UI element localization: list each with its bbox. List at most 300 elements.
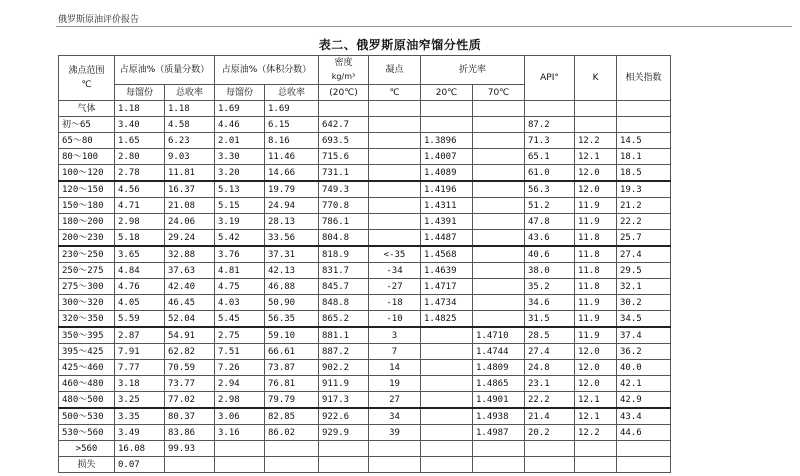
ri-20-cell	[421, 392, 473, 409]
mass-total-yield-cell: 32.88	[165, 246, 215, 263]
api-header: API°	[525, 56, 575, 101]
boiling-range-cell: 530～560	[59, 425, 115, 441]
freezing-point-cell	[369, 457, 421, 473]
table-row	[59, 311, 671, 328]
freezing-point-cell	[369, 198, 421, 214]
api-cell: 22.2	[525, 392, 575, 409]
k-factor-cell: 12.0	[575, 165, 617, 182]
ri-20-cell: 1.4311	[421, 198, 473, 214]
k-factor-cell: 12.1	[575, 149, 617, 165]
vol-per-fraction-cell: 7.51	[215, 344, 265, 360]
header-row-1	[59, 56, 671, 85]
table-row	[59, 392, 671, 409]
k-factor-cell: 12.2	[575, 133, 617, 149]
mass-per-fraction-cell: 5.59	[115, 311, 165, 328]
mass-per-fraction-cell: 2.78	[115, 165, 165, 182]
mass-total-yield-cell: 52.04	[165, 311, 215, 328]
boiling-range-cell: 80～100	[59, 149, 115, 165]
freezing-point-cell	[369, 181, 421, 198]
ri-20-cell	[421, 376, 473, 392]
vol-total-yield-cell: 33.56	[265, 230, 319, 247]
boiling-range-header: 沸点范围 ℃	[59, 56, 115, 101]
correlation-index-cell: 30.2	[617, 295, 671, 311]
density-cell: 642.7	[319, 117, 369, 133]
vol-total-yield-cell: 8.16	[265, 133, 319, 149]
vol-per-fraction-cell: 3.16	[215, 425, 265, 441]
density-cell: 881.1	[319, 327, 369, 344]
correlation-index-cell: 42.9	[617, 392, 671, 409]
k-factor-cell: 11.8	[575, 279, 617, 295]
freezing-point-cell: 19	[369, 376, 421, 392]
api-cell: 21.4	[525, 408, 575, 425]
table-title: 表二、俄罗斯原油窄馏分性质	[318, 38, 482, 52]
vol-total-yield-cell: 79.79	[265, 392, 319, 409]
table-row	[59, 457, 671, 473]
table-row	[59, 149, 671, 165]
mass-per-fraction-cell: 2.98	[115, 214, 165, 230]
correlation-index-cell: 25.7	[617, 230, 671, 247]
mass-per-fraction-cell: 3.35	[115, 408, 165, 425]
ri-20-cell: 1.4639	[421, 263, 473, 279]
api-cell: 34.6	[525, 295, 575, 311]
table-row	[59, 425, 671, 441]
boiling-range-cell: 480～500	[59, 392, 115, 409]
ri-20-cell: 1.3896	[421, 133, 473, 149]
correlation-index-cell: 44.6	[617, 425, 671, 441]
table-row	[59, 279, 671, 295]
ri-70-cell: 1.4710	[473, 327, 525, 344]
boiling-range-cell: 65～80	[59, 133, 115, 149]
mass-per-fraction-cell: 4.05	[115, 295, 165, 311]
ri-70-cell	[473, 230, 525, 247]
table-row	[59, 181, 671, 198]
mass-total-yield-cell: 37.63	[165, 263, 215, 279]
correlation-index-cell: 36.2	[617, 344, 671, 360]
vol-total-yield-cell: 76.81	[265, 376, 319, 392]
density-cell: 749.3	[319, 181, 369, 198]
density-cell: 818.9	[319, 246, 369, 263]
vol-per-fraction-cell: 7.26	[215, 360, 265, 376]
ri-70-cell	[473, 214, 525, 230]
freezing-point-cell	[369, 441, 421, 457]
vol-total-yield-cell: 14.66	[265, 165, 319, 182]
k-factor-cell: 11.9	[575, 198, 617, 214]
freezing-point-cell: 34	[369, 408, 421, 425]
mass-per-fraction-cell: 3.18	[115, 376, 165, 392]
mass-total-yield-cell: 77.02	[165, 392, 215, 409]
k-factor-cell: 11.9	[575, 295, 617, 311]
density-cell: 887.2	[319, 344, 369, 360]
mass-total-yield-cell: 21.08	[165, 198, 215, 214]
vol-total-yield-header: 总收率	[265, 85, 319, 101]
table-row	[59, 117, 671, 133]
vol-total-yield-cell: 6.15	[265, 117, 319, 133]
correlation-index-cell: 18.1	[617, 149, 671, 165]
vol-per-fraction-cell	[215, 457, 265, 473]
mass-total-yield-cell: 80.37	[165, 408, 215, 425]
api-cell: 28.5	[525, 327, 575, 344]
density-cell	[319, 441, 369, 457]
freezing-point-cell: -34	[369, 263, 421, 279]
vol-per-fraction-cell: 4.81	[215, 263, 265, 279]
mass-per-fraction-cell: 4.56	[115, 181, 165, 198]
ri-20-cell: 1.4089	[421, 165, 473, 182]
mass-total-yield-cell: 6.23	[165, 133, 215, 149]
density-cell: 902.2	[319, 360, 369, 376]
mass-per-fraction-cell: 3.65	[115, 246, 165, 263]
vol-per-fraction-cell: 4.75	[215, 279, 265, 295]
boiling-range-cell: 250～275	[59, 263, 115, 279]
mass-total-yield-cell: 16.37	[165, 181, 215, 198]
ri-20-cell	[421, 327, 473, 344]
vol-total-yield-cell: 37.31	[265, 246, 319, 263]
api-cell: 71.3	[525, 133, 575, 149]
k-factor-cell: 12.0	[575, 181, 617, 198]
ri-20-cell	[421, 117, 473, 133]
ri-70-cell	[473, 441, 525, 457]
density-cell: 845.7	[319, 279, 369, 295]
correlation-index-cell	[617, 441, 671, 457]
density-cell: 770.8	[319, 198, 369, 214]
table-row	[59, 133, 671, 149]
boiling-range-cell: 275～300	[59, 279, 115, 295]
vol-per-fraction-cell: 5.45	[215, 311, 265, 328]
mass-total-yield-cell: 62.82	[165, 344, 215, 360]
api-cell: 20.2	[525, 425, 575, 441]
density-cell: 848.8	[319, 295, 369, 311]
vol-total-yield-cell	[265, 441, 319, 457]
boiling-range-cell: 损失	[59, 457, 115, 473]
ri-70-cell	[473, 263, 525, 279]
correlation-index-cell: 32.1	[617, 279, 671, 295]
table-body	[59, 101, 671, 473]
correlation-index-cell: 21.2	[617, 198, 671, 214]
api-cell: 38.0	[525, 263, 575, 279]
vol-per-fraction-cell: 2.01	[215, 133, 265, 149]
vol-total-yield-cell: 66.61	[265, 344, 319, 360]
table-row	[59, 376, 671, 392]
density-cell: 786.1	[319, 214, 369, 230]
volume-fraction-header: 占原油%（体积分数）	[215, 56, 319, 85]
vol-total-yield-cell: 59.10	[265, 327, 319, 344]
api-cell: 24.8	[525, 360, 575, 376]
vol-per-fraction-cell: 2.98	[215, 392, 265, 409]
vol-per-fraction-cell	[215, 441, 265, 457]
boiling-range-cell: 200～230	[59, 230, 115, 247]
density-header: 密度 kg/m³	[319, 56, 369, 85]
ri-70-cell: 1.4938	[473, 408, 525, 425]
correlation-index-cell	[617, 117, 671, 133]
table-row	[59, 360, 671, 376]
k-factor-cell: 11.9	[575, 214, 617, 230]
ri-70-cell	[473, 295, 525, 311]
k-factor-header: K	[575, 56, 617, 101]
boiling-range-cell: 350～395	[59, 327, 115, 344]
vol-per-fraction-cell: 3.06	[215, 408, 265, 425]
vol-total-yield-cell	[265, 457, 319, 473]
vol-per-fraction-cell: 3.30	[215, 149, 265, 165]
api-cell: 40.6	[525, 246, 575, 263]
density-cell: 929.9	[319, 425, 369, 441]
density-temp-header: (20℃)	[319, 85, 369, 101]
correlation-index-cell: 40.0	[617, 360, 671, 376]
report-header: 俄罗斯原油评价报告	[58, 15, 140, 25]
vol-per-fraction-cell: 5.15	[215, 198, 265, 214]
correlation-index-cell: 27.4	[617, 246, 671, 263]
correlation-index-cell: 19.3	[617, 181, 671, 198]
ri-70-cell: 1.4987	[473, 425, 525, 441]
vol-total-yield-cell: 28.13	[265, 214, 319, 230]
density-cell: 922.6	[319, 408, 369, 425]
vol-total-yield-cell: 56.35	[265, 311, 319, 328]
density-cell: 693.5	[319, 133, 369, 149]
freezing-point-cell	[369, 101, 421, 117]
k-factor-cell	[575, 457, 617, 473]
correlation-index-cell: 42.1	[617, 376, 671, 392]
vol-per-fraction-cell: 1.69	[215, 101, 265, 117]
header-divider	[56, 26, 792, 27]
k-factor-cell	[575, 441, 617, 457]
ri-70-cell	[473, 279, 525, 295]
freezing-point-cell: <-35	[369, 246, 421, 263]
api-cell: 31.5	[525, 311, 575, 328]
ri-20-header: 20℃	[421, 85, 473, 101]
k-factor-cell: 11.9	[575, 311, 617, 328]
correlation-index-cell: 18.5	[617, 165, 671, 182]
density-cell	[319, 101, 369, 117]
mass-total-yield-cell: 54.91	[165, 327, 215, 344]
freezing-point-cell: 7	[369, 344, 421, 360]
refractive-index-header: 折光率	[421, 56, 525, 85]
k-factor-cell	[575, 117, 617, 133]
k-factor-cell	[575, 101, 617, 117]
api-cell	[525, 101, 575, 117]
vol-per-fraction-cell: 4.46	[215, 117, 265, 133]
ri-70-cell	[473, 311, 525, 328]
vol-total-yield-cell: 24.94	[265, 198, 319, 214]
mass-total-yield-cell: 46.45	[165, 295, 215, 311]
boiling-range-cell: >560	[59, 441, 115, 457]
mass-per-fraction-cell: 2.80	[115, 149, 165, 165]
vol-per-fraction-cell: 2.94	[215, 376, 265, 392]
correlation-index-cell: 14.5	[617, 133, 671, 149]
ri-70-cell	[473, 198, 525, 214]
freezing-unit-header: ℃	[369, 85, 421, 101]
table-row	[59, 441, 671, 457]
freezing-point-cell	[369, 117, 421, 133]
vol-total-yield-cell: 19.79	[265, 181, 319, 198]
api-cell: 23.1	[525, 376, 575, 392]
mass-per-fraction-cell: 2.87	[115, 327, 165, 344]
mass-per-fraction-cell: 16.08	[115, 441, 165, 457]
k-factor-cell: 11.9	[575, 327, 617, 344]
table-row	[59, 327, 671, 344]
ri-70-cell	[473, 457, 525, 473]
density-cell: 911.9	[319, 376, 369, 392]
api-cell: 65.1	[525, 149, 575, 165]
vol-total-yield-cell: 86.02	[265, 425, 319, 441]
correlation-index-cell	[617, 457, 671, 473]
api-cell: 35.2	[525, 279, 575, 295]
ri-20-cell	[421, 101, 473, 117]
ri-20-cell: 1.4568	[421, 246, 473, 263]
mass-per-fraction-cell: 4.71	[115, 198, 165, 214]
freezing-point-cell: 27	[369, 392, 421, 409]
table-row	[59, 198, 671, 214]
ri-70-cell: 1.4744	[473, 344, 525, 360]
mass-total-yield-cell: 70.59	[165, 360, 215, 376]
freezing-point-cell: 3	[369, 327, 421, 344]
mass-per-fraction-cell: 3.49	[115, 425, 165, 441]
mass-per-fraction-header: 每馏份	[115, 85, 165, 101]
correlation-index-cell	[617, 101, 671, 117]
ri-20-cell	[421, 360, 473, 376]
mass-total-yield-cell: 9.03	[165, 149, 215, 165]
k-factor-cell: 12.2	[575, 425, 617, 441]
vol-per-fraction-cell: 5.42	[215, 230, 265, 247]
table-row	[59, 230, 671, 247]
table-row	[59, 408, 671, 425]
ri-70-cell	[473, 149, 525, 165]
api-cell: 47.8	[525, 214, 575, 230]
ri-70-cell: 1.4809	[473, 360, 525, 376]
density-cell	[319, 457, 369, 473]
ri-70-cell	[473, 117, 525, 133]
correlation-index-cell: 29.5	[617, 263, 671, 279]
api-cell: 61.0	[525, 165, 575, 182]
table-row	[59, 214, 671, 230]
ri-20-cell	[421, 408, 473, 425]
mass-total-yield-cell: 4.58	[165, 117, 215, 133]
density-cell: 804.8	[319, 230, 369, 247]
api-cell	[525, 457, 575, 473]
mass-total-yield-cell: 29.24	[165, 230, 215, 247]
boiling-range-cell: 425～460	[59, 360, 115, 376]
table-row	[59, 295, 671, 311]
api-cell: 87.2	[525, 117, 575, 133]
freezing-point-cell: -27	[369, 279, 421, 295]
mass-total-yield-cell: 11.81	[165, 165, 215, 182]
mass-per-fraction-cell: 7.77	[115, 360, 165, 376]
fraction-properties-table	[58, 55, 671, 473]
k-factor-cell: 12.1	[575, 408, 617, 425]
boiling-range-cell: 320～350	[59, 311, 115, 328]
api-cell: 43.6	[525, 230, 575, 247]
boiling-range-cell: 150～180	[59, 198, 115, 214]
mass-total-yield-cell: 24.06	[165, 214, 215, 230]
density-cell: 715.6	[319, 149, 369, 165]
mass-per-fraction-cell: 7.91	[115, 344, 165, 360]
vol-total-yield-cell: 50.90	[265, 295, 319, 311]
vol-per-fraction-header: 每馏份	[215, 85, 265, 101]
ri-20-cell: 1.4487	[421, 230, 473, 247]
mass-per-fraction-cell: 0.07	[115, 457, 165, 473]
api-cell: 51.2	[525, 198, 575, 214]
ri-20-cell: 1.4196	[421, 181, 473, 198]
density-cell: 731.1	[319, 165, 369, 182]
density-cell: 865.2	[319, 311, 369, 328]
vol-per-fraction-cell: 2.75	[215, 327, 265, 344]
table-row	[59, 246, 671, 263]
ri-70-cell	[473, 101, 525, 117]
vol-total-yield-cell: 73.87	[265, 360, 319, 376]
ri-70-cell	[473, 165, 525, 182]
table-row	[59, 344, 671, 360]
ri-20-cell	[421, 457, 473, 473]
vol-per-fraction-cell: 5.13	[215, 181, 265, 198]
vol-per-fraction-cell: 3.20	[215, 165, 265, 182]
boiling-range-cell: 300～320	[59, 295, 115, 311]
boiling-range-cell: 460～480	[59, 376, 115, 392]
vol-total-yield-cell: 46.88	[265, 279, 319, 295]
mass-per-fraction-cell: 3.25	[115, 392, 165, 409]
mass-total-yield-header: 总收率	[165, 85, 215, 101]
ri-20-cell: 1.4717	[421, 279, 473, 295]
boiling-range-cell: 120～150	[59, 181, 115, 198]
vol-per-fraction-cell: 3.19	[215, 214, 265, 230]
ri-20-cell	[421, 344, 473, 360]
boiling-range-cell: 500～530	[59, 408, 115, 425]
api-cell: 56.3	[525, 181, 575, 198]
correlation-index-cell: 43.4	[617, 408, 671, 425]
mass-total-yield-cell: 1.18	[165, 101, 215, 117]
api-cell: 27.4	[525, 344, 575, 360]
freezing-point-cell: 39	[369, 425, 421, 441]
k-factor-cell: 12.0	[575, 360, 617, 376]
ri-70-cell	[473, 181, 525, 198]
mass-per-fraction-cell: 1.65	[115, 133, 165, 149]
mass-per-fraction-cell: 5.18	[115, 230, 165, 247]
vol-total-yield-cell: 42.13	[265, 263, 319, 279]
k-factor-cell: 11.8	[575, 230, 617, 247]
freezing-point-cell	[369, 133, 421, 149]
k-factor-cell: 12.1	[575, 392, 617, 409]
ri-70-cell	[473, 133, 525, 149]
k-factor-cell: 12.0	[575, 376, 617, 392]
k-factor-cell: 11.8	[575, 263, 617, 279]
mass-per-fraction-cell: 1.18	[115, 101, 165, 117]
mass-fraction-header: 占原油%（质量分数）	[115, 56, 215, 85]
ri-20-cell: 1.4734	[421, 295, 473, 311]
freezing-point-cell: 14	[369, 360, 421, 376]
mass-total-yield-cell: 42.40	[165, 279, 215, 295]
mass-per-fraction-cell: 4.84	[115, 263, 165, 279]
density-cell: 917.3	[319, 392, 369, 409]
boiling-range-cell: 初～65	[59, 117, 115, 133]
k-factor-cell: 11.8	[575, 246, 617, 263]
mass-total-yield-cell: 99.93	[165, 441, 215, 457]
boiling-range-cell: 230～250	[59, 246, 115, 263]
vol-total-yield-cell: 11.46	[265, 149, 319, 165]
boiling-range-cell: 气体	[59, 101, 115, 117]
mass-total-yield-cell: 83.86	[165, 425, 215, 441]
ri-20-cell	[421, 425, 473, 441]
freezing-point-cell	[369, 149, 421, 165]
density-cell: 831.7	[319, 263, 369, 279]
k-factor-cell: 12.0	[575, 344, 617, 360]
table-row	[59, 165, 671, 182]
ri-70-cell: 1.4901	[473, 392, 525, 409]
mass-total-yield-cell: 73.77	[165, 376, 215, 392]
vol-total-yield-cell: 1.69	[265, 101, 319, 117]
vol-per-fraction-cell: 3.76	[215, 246, 265, 263]
boiling-range-cell: 395～425	[59, 344, 115, 360]
boiling-range-cell: 100～120	[59, 165, 115, 182]
freezing-point-cell: -10	[369, 311, 421, 328]
mass-per-fraction-cell: 4.76	[115, 279, 165, 295]
mass-per-fraction-cell: 3.40	[115, 117, 165, 133]
correlation-index-cell: 22.2	[617, 214, 671, 230]
